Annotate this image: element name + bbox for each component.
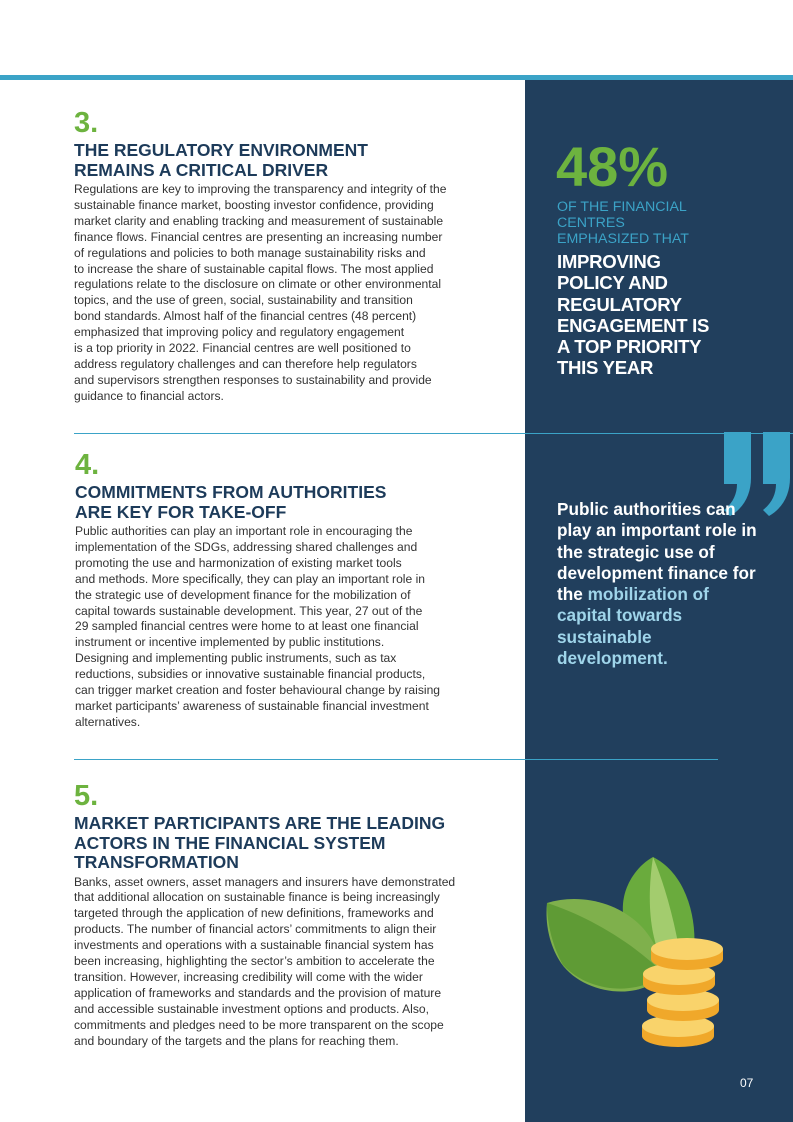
- pull-quote-text: Public authorities can play an important role in the strategic use of development finance for the: [557, 499, 757, 605]
- leaves-and-coins-icon: [545, 855, 725, 1050]
- section-divider: [74, 433, 793, 434]
- section-regulatory-environment: [74, 108, 494, 405]
- section-body: Regulations are key to improving the transparency and integrity of the sustainable finance market, boosting investor confidence, providing market clarity and enabling tracking and measurement of sustainable finance flows. Financial centres are presenting an increasing number of regulations and policies to both manage sustainability risks and to increase the share of sustainable capital flows. The most applied regulations relate to the disclosure on climate or other environmental topics, and the use of green, social, sustainability and transition bond standards. Almost half of the financial centres (48 percent) emphasized that improving policy and regulatory engagement is a top priority in 2022. Financial centres are well positioned to address regulatory challenges and can therefore help regulators and supervisors strengthen responses to sustainability and provide guidance to financial actors.: [74, 182, 447, 403]
- section-heading: COMMITMENTS FROM AUTHORITIES ARE KEY FOR TAKE-OFF: [75, 482, 387, 522]
- section-body: Banks, asset owners, asset managers and insurers have demonstrated that additional allocation on sustainable finance is being increasingly targeted through the application of new definitions, frameworks and products. The number of financial actors’ commitments to align their investments and operations with a sustainable financial system has been increasing, highlighting the sector’s ambition to accelerate the transition. However, increasing credibility will come with the wider application of frameworks and standards and the provision of mature and accessible sustainable investment options and products. Also, commitments and pledges need to be more transparent on the scope and boundary of the targets and the plans for reaching them.: [74, 874, 456, 1048]
- section-heading: MARKET PARTICIPANTS ARE THE LEADING ACTORS IN THE FINANCIAL SYSTEM TRANSFORMATION: [74, 813, 446, 872]
- section-heading: THE REGULATORY ENVIRONMENT REMAINS A CRITICAL DRIVER: [74, 140, 368, 180]
- section-market-participants: [74, 781, 494, 1049]
- page-number: 07: [740, 1076, 754, 1090]
- stat-subtitle: OF THE FINANCIAL CENTRES EMPHASIZED THAT: [557, 199, 689, 247]
- section-number: 3.: [74, 107, 99, 139]
- pull-quote: [557, 499, 757, 669]
- section-number: 5.: [74, 780, 99, 812]
- section-divider: [74, 759, 718, 760]
- coin-stack: [642, 938, 723, 1047]
- stat-value: 48%: [556, 135, 669, 198]
- section-number: 4.: [75, 449, 100, 481]
- section-commitments-authorities: [75, 450, 495, 731]
- stat-emphasis: IMPROVING POLICY AND REGULATORY ENGAGEMENT IS A TOP PRIORITY THIS YEAR: [557, 251, 710, 379]
- pull-quote-highlight: mobilization of capital towards sustainable development.: [557, 584, 709, 669]
- section-body: Public authorities can play an important role in encouraging the implementation of the SDGs, addressing shared challenges and promoting the use and harmonization of existing market tools and methods. More specifically, they can play an important role in the strategic use of development finance for the mobilization of capital towards sustainable development. This year, 27 out of the 29 sampled financial centres were home to at least one financial instrument or incentive implemented by public institutions. Designing and implementing public instruments, such as tax reductions, subsidies or innovative sustainable financial products, can trigger market creation and foster behavioural change by raising market participants’ awareness of sustainable financial investment alternatives.: [75, 524, 441, 729]
